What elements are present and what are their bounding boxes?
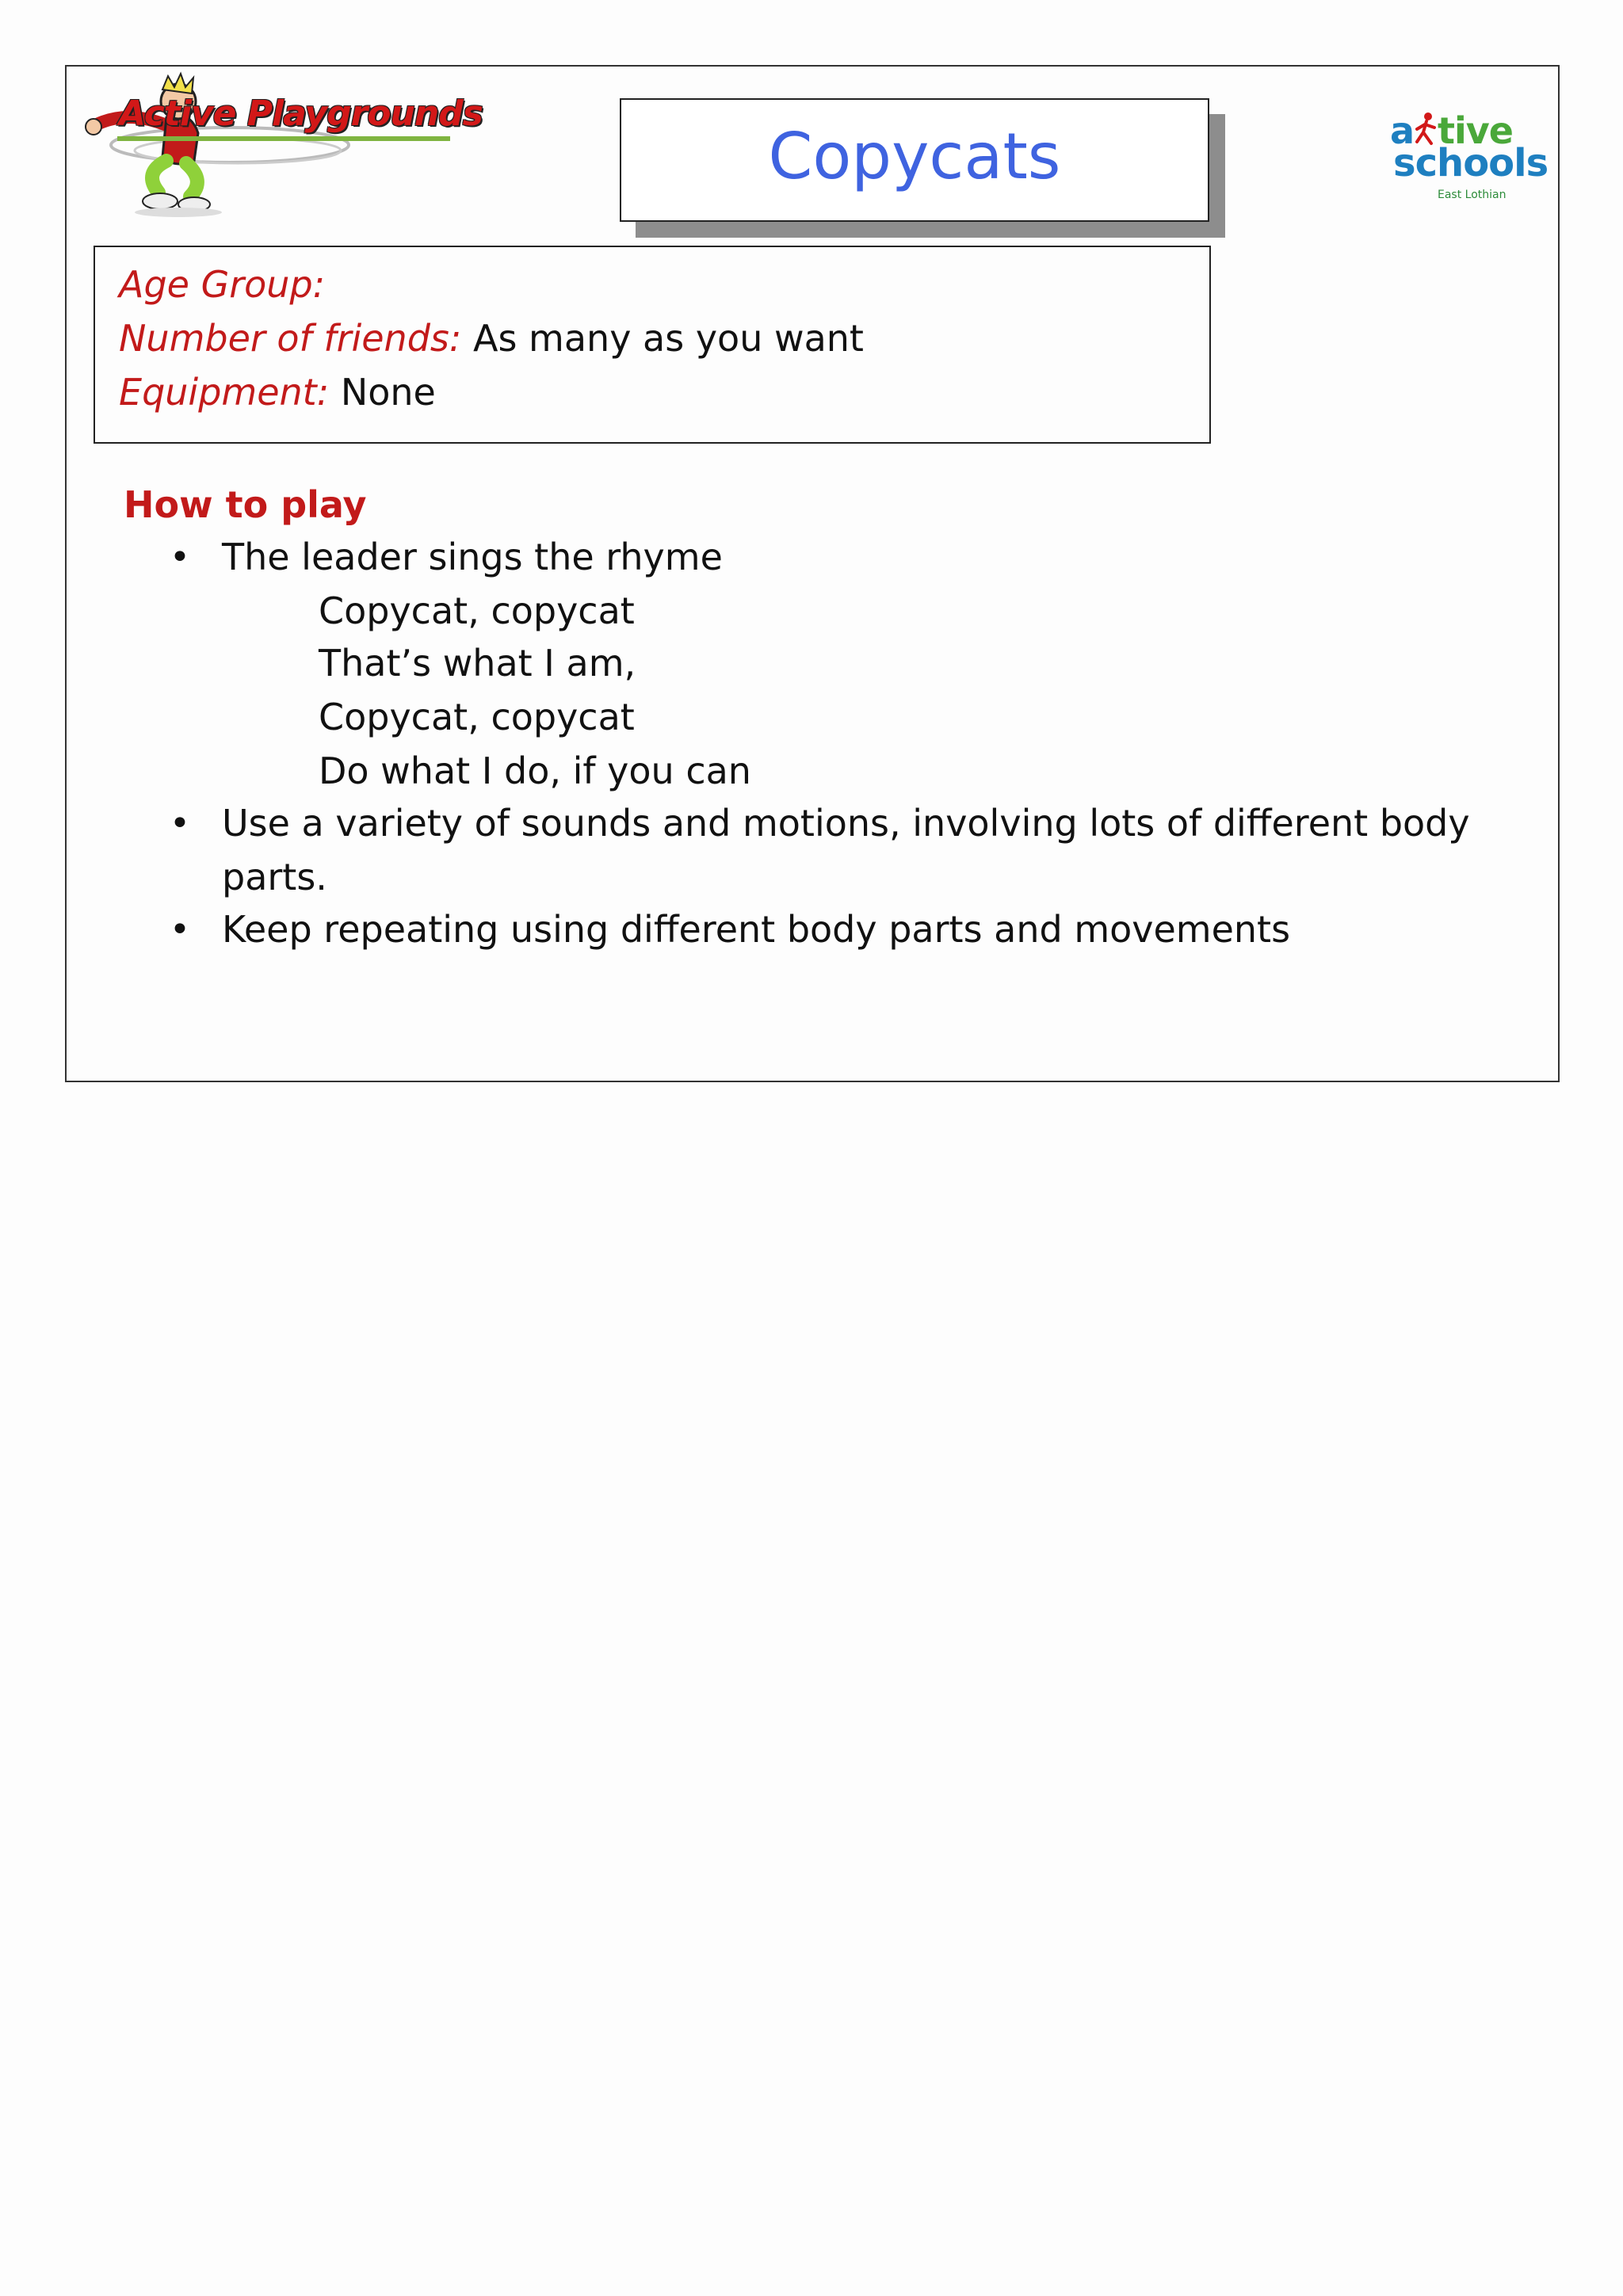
equipment-value: None	[340, 371, 436, 414]
step-1-text: The leader sings the rhyme	[222, 536, 723, 578]
bullet-icon: •	[170, 537, 190, 578]
rhyme-line-1: Copycat, copycat	[319, 589, 635, 632]
step-3-text: Keep repeating using different body parts and movements	[222, 908, 1291, 951]
logo-word-schools: schools	[1393, 141, 1549, 185]
equipment-label: Equipment:	[119, 371, 330, 414]
age-group-row	[119, 263, 325, 306]
rhyme-line-3: Copycat, copycat	[319, 696, 635, 738]
logo-underline	[117, 136, 450, 141]
bullet-icon: •	[170, 910, 190, 950]
equipment-row	[119, 371, 436, 414]
title-box	[620, 98, 1209, 222]
step-2-text-line-1: Use a variety of sounds and motions, involving lots of different body	[222, 802, 1470, 845]
how-to-play-heading: How to play	[124, 483, 367, 526]
bullet-icon: •	[170, 803, 190, 844]
friends-label: Number of friends:	[119, 317, 462, 360]
friends-value: As many as you want	[473, 317, 864, 360]
step-2-text-line-2: parts.	[222, 856, 327, 898]
cartoon-figure-icon	[79, 70, 539, 220]
page-title: Copycats	[768, 119, 1061, 193]
age-group-label: Age Group:	[119, 263, 326, 306]
rhyme-line-2: That’s what I am,	[319, 642, 636, 685]
active-playgrounds-text: Active Playgrounds	[119, 93, 483, 134]
logo-word-active: a tive	[1390, 109, 1513, 152]
info-box	[94, 246, 1211, 444]
friends-row	[119, 317, 864, 360]
rhyme-line-4: Do what I do, if you can	[319, 749, 751, 792]
active-schools-logo	[1382, 109, 1549, 212]
logo-word-east-lothian: East Lothian	[1438, 189, 1507, 201]
active-playgrounds-logo	[79, 70, 539, 220]
